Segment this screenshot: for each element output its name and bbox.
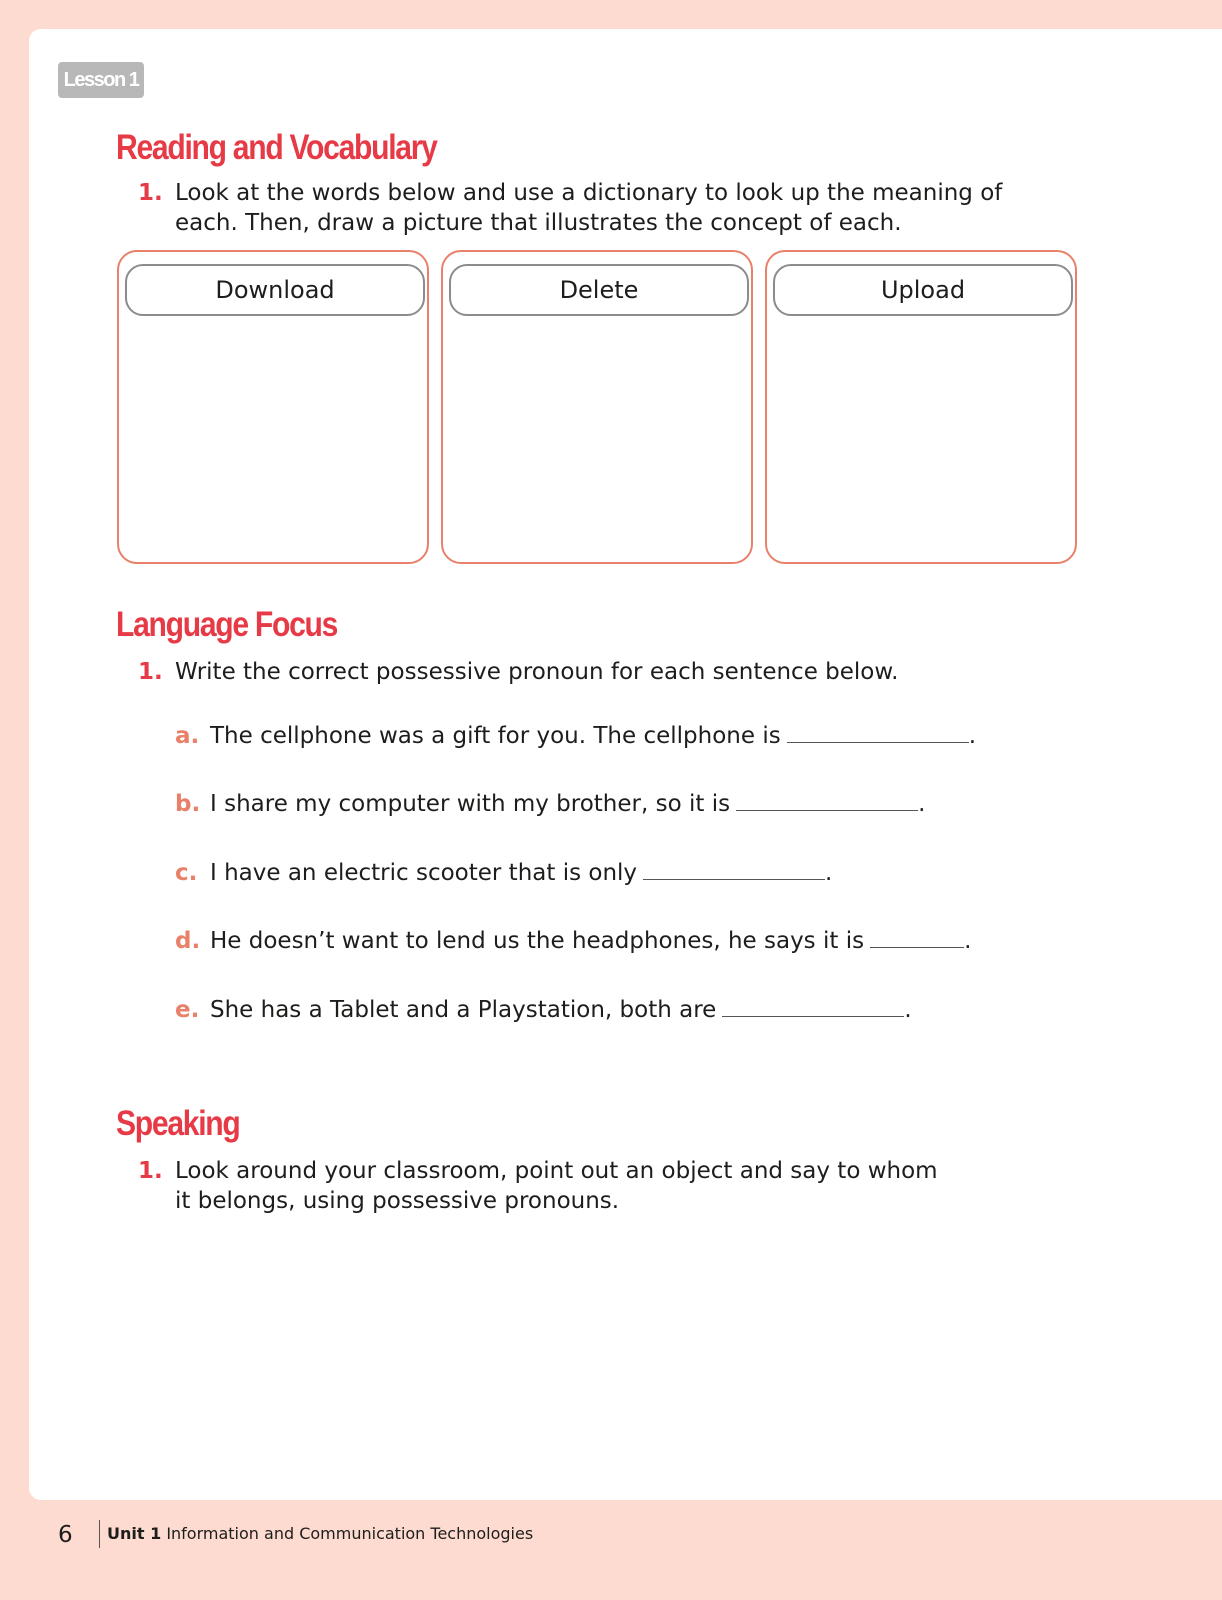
sentence-text: I have an electric scooter that is only	[210, 860, 638, 886]
drawing-box-delete[interactable]	[441, 250, 753, 564]
answer-blank[interactable]	[736, 790, 918, 811]
answer-blank[interactable]	[643, 859, 825, 880]
sentence-end: .	[825, 860, 833, 886]
language-item-text: Write the correct possessive pronoun for each sentence below.	[175, 659, 899, 685]
reading-item-number: 1.	[138, 180, 163, 206]
language-item-number: 1.	[138, 659, 163, 685]
sentence-text: The cellphone was a gift for you. The cellphone is	[210, 723, 781, 749]
page-number: 6	[58, 1522, 73, 1548]
lesson-tab: Lesson 1	[58, 62, 144, 98]
reading-vocabulary-title: Reading and Vocabulary	[116, 128, 437, 167]
sentence-letter: a.	[175, 723, 200, 749]
language-focus-title: Language Focus	[116, 605, 338, 644]
language-instruction	[138, 657, 1015, 687]
word-label-download: Download	[125, 264, 425, 316]
sentence-end: .	[904, 997, 912, 1023]
word-label-delete: Delete	[449, 264, 749, 316]
drawing-box-download[interactable]	[117, 250, 429, 564]
sentence-end: .	[918, 791, 926, 817]
word-label-upload: Upload	[773, 264, 1073, 316]
sentence-c	[175, 857, 832, 889]
sentence-e	[175, 994, 912, 1026]
page-footer	[0, 1500, 1222, 1600]
unit-title: Information and Communication Technologies	[166, 1524, 534, 1543]
footer-unit	[107, 1524, 533, 1543]
sentence-letter: d.	[175, 928, 201, 954]
sentence-end: .	[968, 723, 977, 749]
unit-label: Unit 1	[107, 1524, 162, 1543]
sentence-letter: c.	[175, 860, 198, 886]
reading-item-text: Look at the words below and use a dictionary to look up the meaning of each. Then, draw a picture that illustrates the concept of each.	[175, 180, 1003, 236]
speaking-item-text: Look around your classroom, point out an object and say to whom it belongs, using possessive pronouns.	[175, 1158, 938, 1214]
footer-divider	[99, 1520, 100, 1548]
reading-instruction	[138, 178, 1015, 238]
drawing-box-upload[interactable]	[765, 250, 1077, 564]
sentence-letter: b.	[175, 791, 201, 817]
answer-blank[interactable]	[787, 722, 969, 743]
sentence-text: She has a Tablet and a Playstation, both are	[210, 997, 717, 1023]
answer-blank[interactable]	[722, 996, 904, 1017]
sentence-text: I share my computer with my brother, so it is	[210, 791, 731, 817]
speaking-title: Speaking	[116, 1104, 240, 1143]
sentence-a	[175, 720, 976, 752]
sentence-end: .	[964, 928, 972, 954]
sentence-text: He doesn’t want to lend us the headphones, he says it is	[210, 928, 865, 954]
answer-blank[interactable]	[870, 927, 964, 948]
sentence-b	[175, 788, 925, 820]
speaking-item-number: 1.	[138, 1158, 163, 1184]
sentence-letter: e.	[175, 997, 200, 1023]
speaking-instruction	[138, 1156, 955, 1216]
sentence-d	[175, 925, 971, 957]
